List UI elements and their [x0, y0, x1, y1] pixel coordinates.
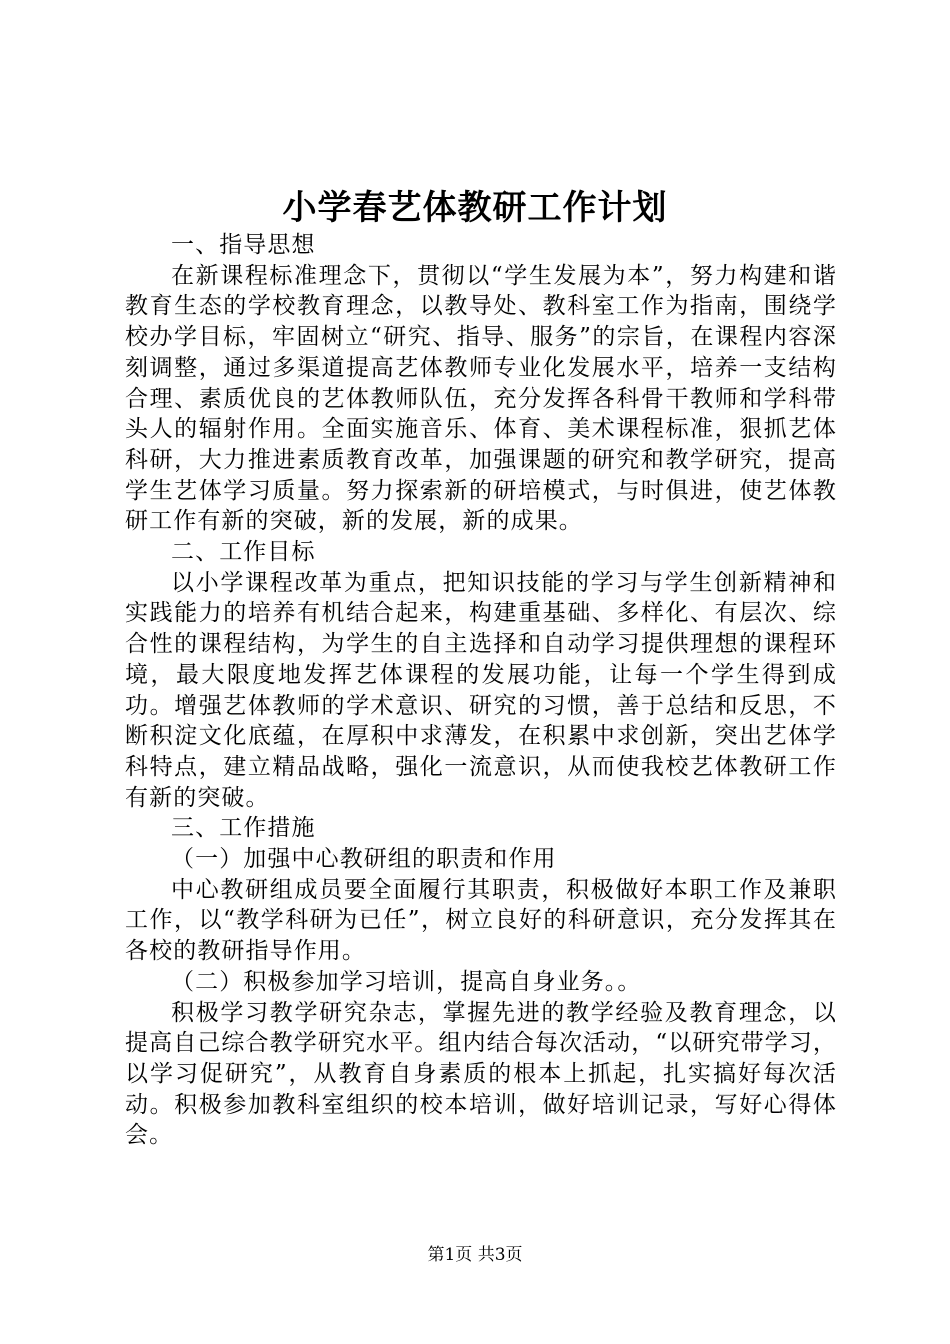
paragraph-study-training: 积极学习教学研究杂志，掌握先进的教学经验及教育理念，以提高自己综合教学研究水平。组内结合每次活动，“以研究带学习，以学习促研究”，从教育自身素质的根本上抓起，扎实搞好每次活动。积极参加教科室组织的校本培训，做好培训记录，写好心得体会。 [125, 999, 837, 1149]
subheading-study-training: （二）积极参加学习培训，提高自身业务。。 [171, 968, 642, 995]
page-number: 第1页 共3页 [427, 1245, 523, 1265]
paragraph-work-goals: 以小学课程改革为重点，把知识技能的学习与学生创新精神和实践能力的培养有机结合起来，构建重基础、多样化、有层次、综合性的课程结构，为学生的自主选择和自动学习提供理想的课程环境，最大限度地发挥艺体课程的发展功能，让每一个学生得到成功。增强艺体教师的学术意识、研究的习惯，善于总结和反思，不断积淀文化底蕴，在厚积中求薄发，在积累中求创新，突出艺体学科特点，建立精品战略，强化一流意识，从而使我校艺体教研工作有新的突破。 [125, 569, 837, 811]
paragraph-central-group-duties: 中心教研组成员要全面履行其职责，积极做好本职工作及兼职工作，以“教学科研为已任”，树立良好的科研意识，充分发挥其在各校的教研指导作用。 [125, 876, 837, 965]
subheading-central-group-duties: （一）加强中心教研组的职责和作用 [171, 846, 557, 873]
paragraph-guiding-ideology: 在新课程标准理念下，贯彻以“学生发展为本”，努力构建和谐教育生态的学校教育理念，以教导处、教科室工作为指南，围绕学校办学目标，牢固树立“研究、指导、服务”的宗旨，在课程内容深刻调整，通过多渠道提高艺体教师专业化发展水平，培养一支结构合理、素质优良的艺体教师队伍，充分发挥各科骨干教师和学科带头人的辐射作用。全面实施音乐、体育、美术课程标准，狠抓艺体科研，大力推进素质教育改革，加强课题的研究和教学研究，提高学生艺体学习质量。努力探索新的研培模式，与时俱进，使艺体教研工作有新的突破，新的发展，新的成果。 [125, 262, 837, 535]
section-heading-guiding-ideology: 一、指导思想 [171, 232, 316, 258]
section-heading-work-goals: 二、工作目标 [171, 539, 316, 566]
document-body [125, 230, 837, 1151]
document-title: 小学春艺体教研工作计划 [282, 188, 668, 228]
section-heading-work-measures: 三、工作措施 [171, 815, 316, 842]
